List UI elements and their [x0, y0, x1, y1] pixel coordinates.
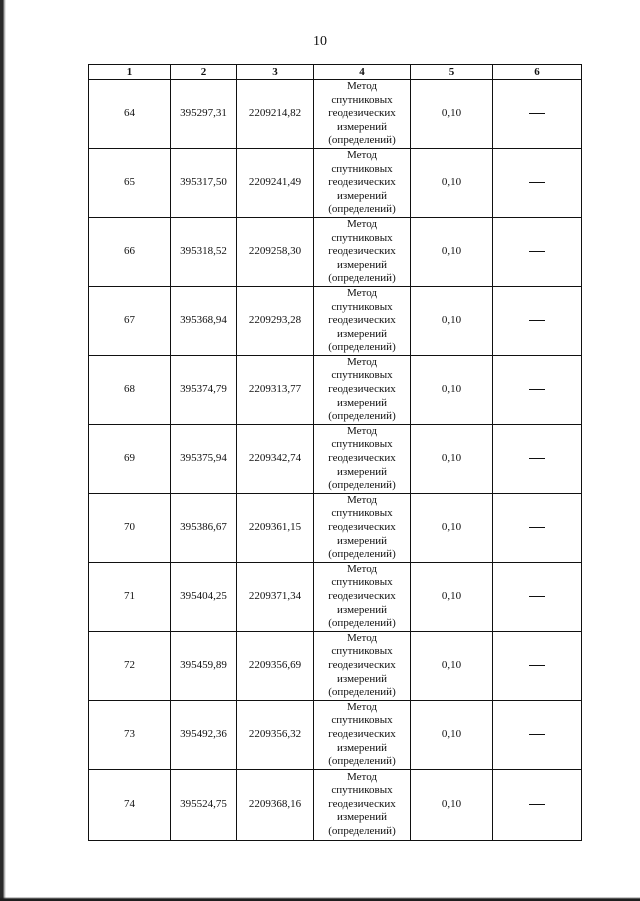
y-coordinate-cell: 2209361,15	[237, 493, 314, 562]
em-dash-mark	[529, 113, 545, 114]
point-number-cell: 69	[89, 424, 171, 493]
em-dash-mark	[529, 596, 545, 597]
y-coordinate-cell: 2209293,28	[237, 286, 314, 355]
accuracy-cell: 0,10	[411, 355, 493, 424]
point-number-cell: 74	[89, 769, 171, 840]
header-col-2: 2	[171, 65, 237, 80]
method-text-line: (определений)	[328, 755, 396, 768]
method-text-line: спутниковых	[331, 645, 393, 658]
page-number: 10	[313, 34, 327, 49]
method-text-line: геодезических	[328, 658, 396, 671]
y-coordinate-cell: 2209342,74	[237, 424, 314, 493]
method-cell	[314, 148, 411, 217]
method-text-line: измерений	[337, 672, 387, 685]
y-coordinate-cell: 2209241,49	[237, 148, 314, 217]
method-text-line: Метод	[347, 424, 377, 437]
point-number-cell: 65	[89, 148, 171, 217]
method-text-line: Метод	[347, 770, 377, 783]
method-text-line: измерений	[337, 396, 387, 409]
method-text-line: геодезических	[328, 176, 396, 189]
method-cell	[314, 80, 411, 149]
table-row	[89, 148, 582, 217]
method-text-line: спутниковых	[331, 93, 393, 106]
em-dash-mark	[529, 182, 545, 183]
description-cell	[493, 631, 582, 700]
method-text-line: Метод	[347, 700, 377, 713]
table-row	[89, 700, 582, 769]
em-dash-mark	[529, 251, 545, 252]
table-body	[89, 80, 582, 841]
method-text-line: (определений)	[328, 825, 396, 838]
method-text-line: (определений)	[328, 617, 396, 630]
scan-edge-left	[0, 0, 6, 901]
em-dash-mark	[529, 527, 545, 528]
y-coordinate-cell: 2209371,34	[237, 562, 314, 631]
table-row	[89, 217, 582, 286]
table-header-row	[89, 65, 582, 80]
method-text-line: измерений	[337, 258, 387, 271]
x-coordinate-cell: 395375,94	[171, 424, 237, 493]
method-text-line: измерений	[337, 327, 387, 340]
table-row	[89, 424, 582, 493]
method-text-line: (определений)	[328, 272, 396, 285]
method-cell	[314, 631, 411, 700]
accuracy-cell: 0,10	[411, 493, 493, 562]
x-coordinate-cell: 395524,75	[171, 769, 237, 840]
x-coordinate-cell: 395318,52	[171, 217, 237, 286]
x-coordinate-cell: 395386,67	[171, 493, 237, 562]
description-cell	[493, 217, 582, 286]
description-cell	[493, 700, 582, 769]
y-coordinate-cell: 2209214,82	[237, 80, 314, 149]
x-coordinate-cell: 395492,36	[171, 700, 237, 769]
method-text-line: (определений)	[328, 134, 396, 147]
method-text-line: (определений)	[328, 203, 396, 216]
em-dash-mark	[529, 320, 545, 321]
method-cell	[314, 562, 411, 631]
x-coordinate-cell: 395297,31	[171, 80, 237, 149]
point-number-cell: 66	[89, 217, 171, 286]
accuracy-cell: 0,10	[411, 631, 493, 700]
coordinates-table	[88, 64, 582, 841]
method-text-line: Метод	[347, 631, 377, 644]
description-cell	[493, 562, 582, 631]
method-text-line: (определений)	[328, 479, 396, 492]
method-text-line: измерений	[337, 189, 387, 202]
method-text-line: измерений	[337, 465, 387, 478]
method-text-line: геодезических	[328, 589, 396, 602]
header-col-6: 6	[493, 65, 582, 80]
point-number-cell: 72	[89, 631, 171, 700]
em-dash-mark	[529, 665, 545, 666]
method-text-line: геодезических	[328, 245, 396, 258]
table-row	[89, 631, 582, 700]
point-number-cell: 70	[89, 493, 171, 562]
accuracy-cell: 0,10	[411, 217, 493, 286]
method-text-line: спутниковых	[331, 714, 393, 727]
scan-edge-bottom	[0, 897, 640, 901]
description-cell	[493, 80, 582, 149]
method-text-line: измерений	[337, 120, 387, 133]
method-text-line: спутниковых	[331, 784, 393, 797]
method-text-line: (определений)	[328, 686, 396, 699]
method-text-line: спутниковых	[331, 231, 393, 244]
method-cell	[314, 493, 411, 562]
em-dash-mark	[529, 389, 545, 390]
method-text-line: измерений	[337, 811, 387, 824]
method-text-line: Метод	[347, 286, 377, 299]
method-text-line: геодезических	[328, 107, 396, 120]
method-cell	[314, 700, 411, 769]
y-coordinate-cell: 2209356,69	[237, 631, 314, 700]
method-text-line: Метод	[347, 355, 377, 368]
x-coordinate-cell: 395317,50	[171, 148, 237, 217]
method-text-line: (определений)	[328, 548, 396, 561]
em-dash-mark	[529, 804, 545, 805]
description-cell	[493, 769, 582, 840]
header-col-1: 1	[89, 65, 171, 80]
accuracy-cell: 0,10	[411, 286, 493, 355]
method-text-line: (определений)	[328, 410, 396, 423]
method-text-line: геодезических	[328, 727, 396, 740]
accuracy-cell: 0,10	[411, 424, 493, 493]
accuracy-cell: 0,10	[411, 148, 493, 217]
method-text-line: Метод	[347, 148, 377, 161]
description-cell	[493, 355, 582, 424]
method-text-line: спутниковых	[331, 162, 393, 175]
point-number-cell: 67	[89, 286, 171, 355]
table-row	[89, 286, 582, 355]
method-cell	[314, 286, 411, 355]
x-coordinate-cell: 395374,79	[171, 355, 237, 424]
method-text-line: спутниковых	[331, 369, 393, 382]
accuracy-cell: 0,10	[411, 700, 493, 769]
method-text-line: геодезических	[328, 452, 396, 465]
point-number-cell: 64	[89, 80, 171, 149]
method-text-line: Метод	[347, 217, 377, 230]
method-text-line: геодезических	[328, 797, 396, 810]
method-text-line: измерений	[337, 741, 387, 754]
method-text-line: геодезических	[328, 383, 396, 396]
y-coordinate-cell: 2209258,30	[237, 217, 314, 286]
table-row	[89, 562, 582, 631]
x-coordinate-cell: 395368,94	[171, 286, 237, 355]
method-cell	[314, 424, 411, 493]
em-dash-mark	[529, 734, 545, 735]
method-text-line: геодезических	[328, 314, 396, 327]
method-cell	[314, 355, 411, 424]
header-col-5: 5	[411, 65, 493, 80]
table-row	[89, 80, 582, 149]
method-text-line: спутниковых	[331, 438, 393, 451]
table-row	[89, 355, 582, 424]
y-coordinate-cell: 2209356,32	[237, 700, 314, 769]
accuracy-cell: 0,10	[411, 562, 493, 631]
method-text-line: измерений	[337, 603, 387, 616]
em-dash-mark	[529, 458, 545, 459]
method-text-line: измерений	[337, 534, 387, 547]
description-cell	[493, 424, 582, 493]
table-row	[89, 493, 582, 562]
point-number-cell: 73	[89, 700, 171, 769]
method-text-line: Метод	[347, 80, 377, 92]
y-coordinate-cell: 2209368,16	[237, 769, 314, 840]
method-text-line: Метод	[347, 562, 377, 575]
table-row	[89, 769, 582, 840]
method-cell	[314, 217, 411, 286]
x-coordinate-cell: 395459,89	[171, 631, 237, 700]
accuracy-cell: 0,10	[411, 80, 493, 149]
description-cell	[493, 148, 582, 217]
header-col-3: 3	[237, 65, 314, 80]
point-number-cell: 71	[89, 562, 171, 631]
method-text-line: геодезических	[328, 521, 396, 533]
method-text-line: спутниковых	[331, 507, 393, 520]
method-cell	[314, 769, 411, 840]
method-text-line: спутниковых	[331, 300, 393, 313]
accuracy-cell: 0,10	[411, 769, 493, 840]
method-text-line: Метод	[347, 493, 377, 506]
x-coordinate-cell: 395404,25	[171, 562, 237, 631]
method-text-line: спутниковых	[331, 576, 393, 589]
description-cell	[493, 493, 582, 562]
y-coordinate-cell: 2209313,77	[237, 355, 314, 424]
point-number-cell: 68	[89, 355, 171, 424]
method-text-line: (определений)	[328, 341, 396, 354]
description-cell	[493, 286, 582, 355]
header-col-4: 4	[314, 65, 411, 80]
